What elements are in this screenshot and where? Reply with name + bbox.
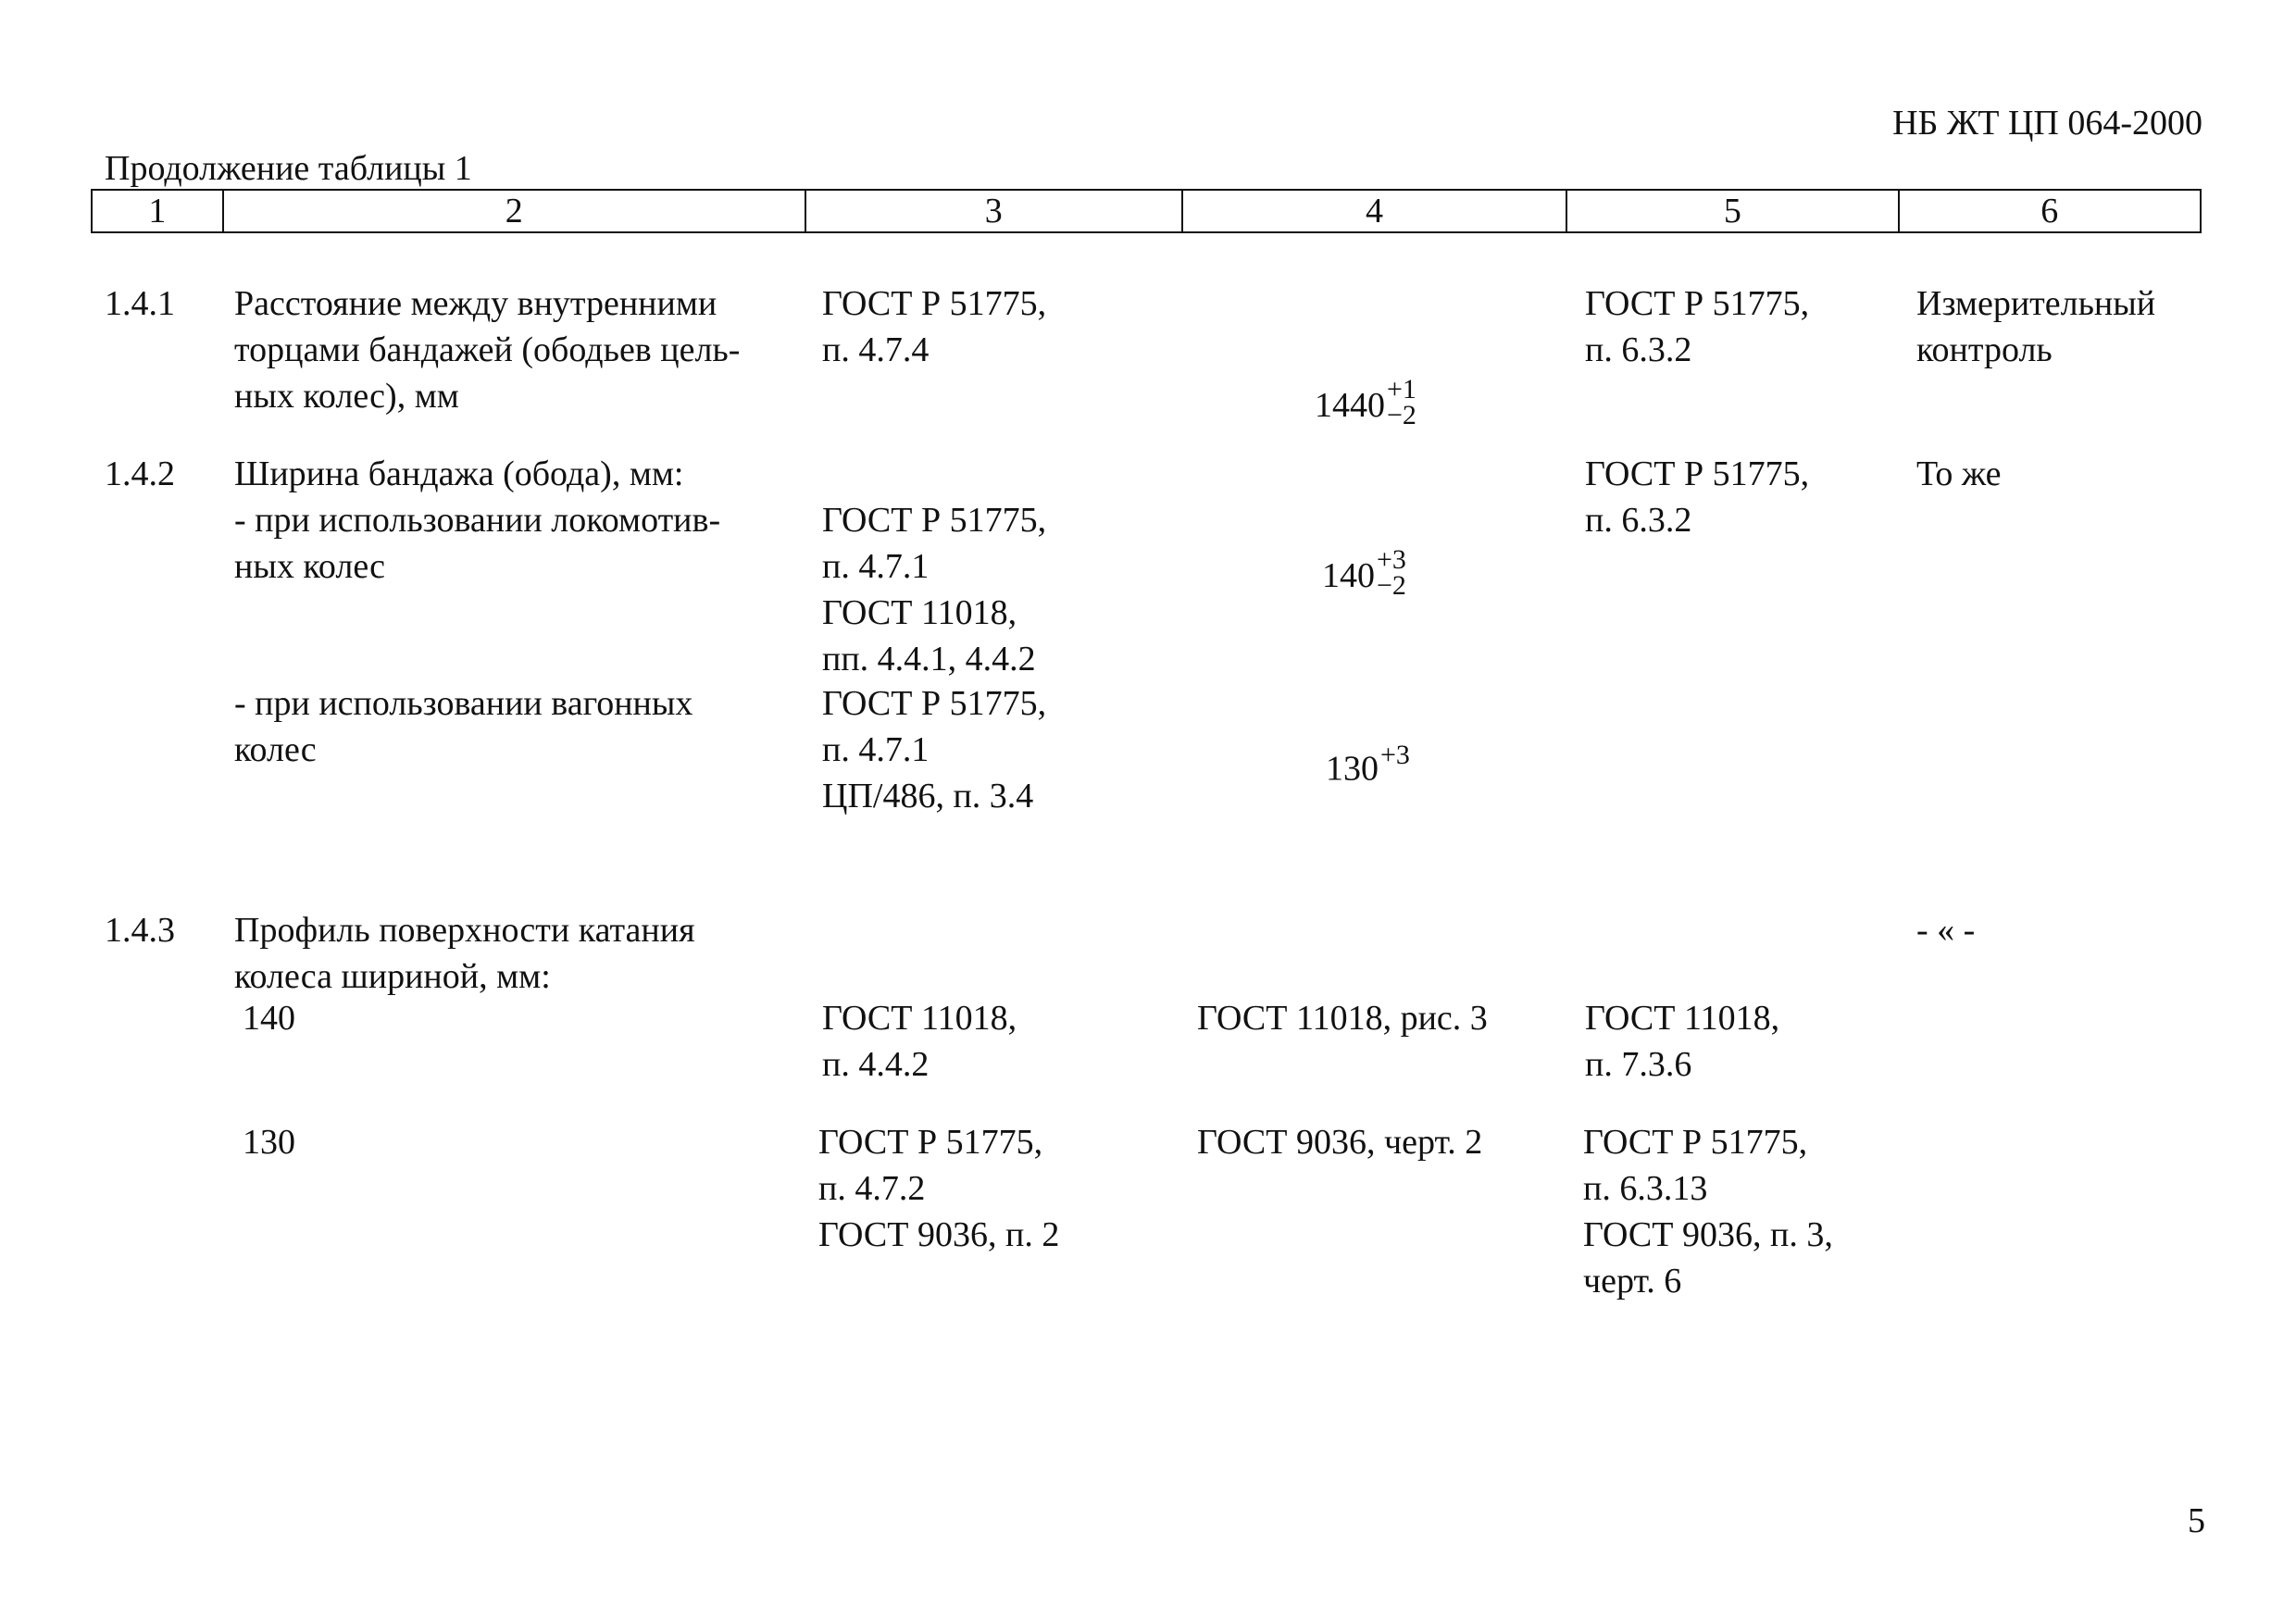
standard-line: ГОСТ Р 51775, xyxy=(822,501,1047,540)
parameter-description: Ширина бандажа (обода), мм: xyxy=(234,454,684,493)
standard-line: п. 4.7.4 xyxy=(822,330,930,369)
value-number: 1440 xyxy=(1315,386,1385,425)
nominal-value xyxy=(1315,374,1416,434)
description-line: ных колес xyxy=(234,547,386,586)
standard-reference xyxy=(822,680,1046,819)
method-line: черт. 6 xyxy=(1583,1262,1682,1301)
tolerance-upper: +1 xyxy=(1387,374,1416,405)
description-line: колеса шириной, мм: xyxy=(234,957,551,996)
description-line: ных колес), мм xyxy=(234,377,459,416)
nominal-value xyxy=(1326,736,1410,792)
method-line: ГОСТ 11018, xyxy=(1585,999,1780,1038)
control-line: Измерительный xyxy=(1916,284,2156,323)
method-line: ГОСТ Р 51775, xyxy=(1583,1123,1808,1162)
description-line: - при использовании вагонных xyxy=(234,684,693,723)
value-number: 130 xyxy=(1326,749,1379,789)
method-line: ГОСТ 9036, п. 3, xyxy=(1583,1215,1833,1254)
sub-item-width: 140 xyxy=(243,999,295,1038)
nominal-value: ГОСТ 11018, рис. 3 xyxy=(1197,999,1488,1038)
standard-line: ГОСТ Р 51775, xyxy=(822,684,1047,723)
column-header-5: 5 xyxy=(1567,191,1899,231)
standard-line: п. 4.7.1 xyxy=(822,547,930,586)
standard-line: пп. 4.4.1, 4.4.2 xyxy=(822,640,1036,678)
sub-item-description xyxy=(234,680,693,773)
tolerance xyxy=(1387,374,1416,431)
test-method-reference xyxy=(1585,451,1809,543)
table-continuation-label: Продолжение таблицы 1 xyxy=(105,149,472,188)
control-line: контроль xyxy=(1916,330,2053,369)
description-line: Профиль поверхности катания xyxy=(234,911,695,950)
control-type: - « - xyxy=(1916,911,1976,950)
standard-line: ГОСТ 9036, п. 2 xyxy=(818,1215,1060,1254)
method-line: п. 7.3.6 xyxy=(1585,1045,1692,1084)
standard-line: п. 4.7.1 xyxy=(822,730,930,769)
standard-line: ГОСТ Р 51775, xyxy=(818,1123,1043,1162)
test-method-reference xyxy=(1585,995,1779,1088)
parameter-description xyxy=(234,907,695,1000)
tolerance-lower: −2 xyxy=(1387,400,1416,431)
standard-line: ГОСТ Р 51775, xyxy=(822,284,1047,323)
standard-reference xyxy=(818,1119,1059,1258)
column-header-1: 1 xyxy=(93,191,224,231)
standard-line: п. 4.7.2 xyxy=(818,1169,926,1208)
description-line: - при использовании локомотив- xyxy=(234,501,721,540)
standard-line: ГОСТ 11018, xyxy=(822,999,1017,1038)
standard-line: п. 4.4.2 xyxy=(822,1045,930,1084)
parameter-description xyxy=(234,280,740,419)
method-line: ГОСТ Р 51775, xyxy=(1585,284,1810,323)
standard-reference xyxy=(822,497,1046,682)
tolerance xyxy=(1377,544,1406,602)
row-number: 1.4.3 xyxy=(105,911,175,950)
tolerance-lower: −2 xyxy=(1377,570,1406,602)
column-header-3: 3 xyxy=(806,191,1183,231)
method-line: п. 6.3.2 xyxy=(1585,330,1692,369)
nominal-value: ГОСТ 9036, черт. 2 xyxy=(1197,1123,1483,1162)
row-number: 1.4.1 xyxy=(105,284,175,323)
description-line: Расстояние между внутренними xyxy=(234,284,718,323)
sub-item-description xyxy=(234,497,720,590)
nominal-value xyxy=(1322,544,1406,604)
tolerance-upper: +3 xyxy=(1377,544,1406,576)
standard-reference xyxy=(822,995,1017,1088)
method-line: п. 6.3.2 xyxy=(1585,501,1692,540)
document-code: НБ ЖТ ЦП 064-2000 xyxy=(1892,104,2202,143)
test-method-reference xyxy=(1583,1119,1833,1304)
row-number: 1.4.2 xyxy=(105,454,175,493)
page-number: 5 xyxy=(2188,1501,2205,1540)
table-header-row xyxy=(91,189,2202,233)
column-header-2: 2 xyxy=(224,191,806,231)
value-number: 140 xyxy=(1322,556,1375,595)
sub-item-width: 130 xyxy=(243,1123,295,1162)
column-header-6: 6 xyxy=(2040,192,2059,230)
standard-line: ЦП/486, п. 3.4 xyxy=(822,777,1034,815)
control-type xyxy=(1916,280,2155,373)
method-line: п. 6.3.13 xyxy=(1583,1169,1708,1208)
description-line: торцами бандажей (ободьев цель- xyxy=(234,330,741,369)
standard-reference xyxy=(822,280,1046,373)
standard-line: ГОСТ 11018, xyxy=(822,593,1017,632)
method-line: ГОСТ Р 51775, xyxy=(1585,454,1810,493)
control-type: То же xyxy=(1916,454,2002,493)
tolerance-upper: +3 xyxy=(1380,740,1410,770)
column-header-4: 4 xyxy=(1183,191,1567,231)
test-method-reference xyxy=(1585,280,1809,373)
description-line: колес xyxy=(234,730,317,769)
